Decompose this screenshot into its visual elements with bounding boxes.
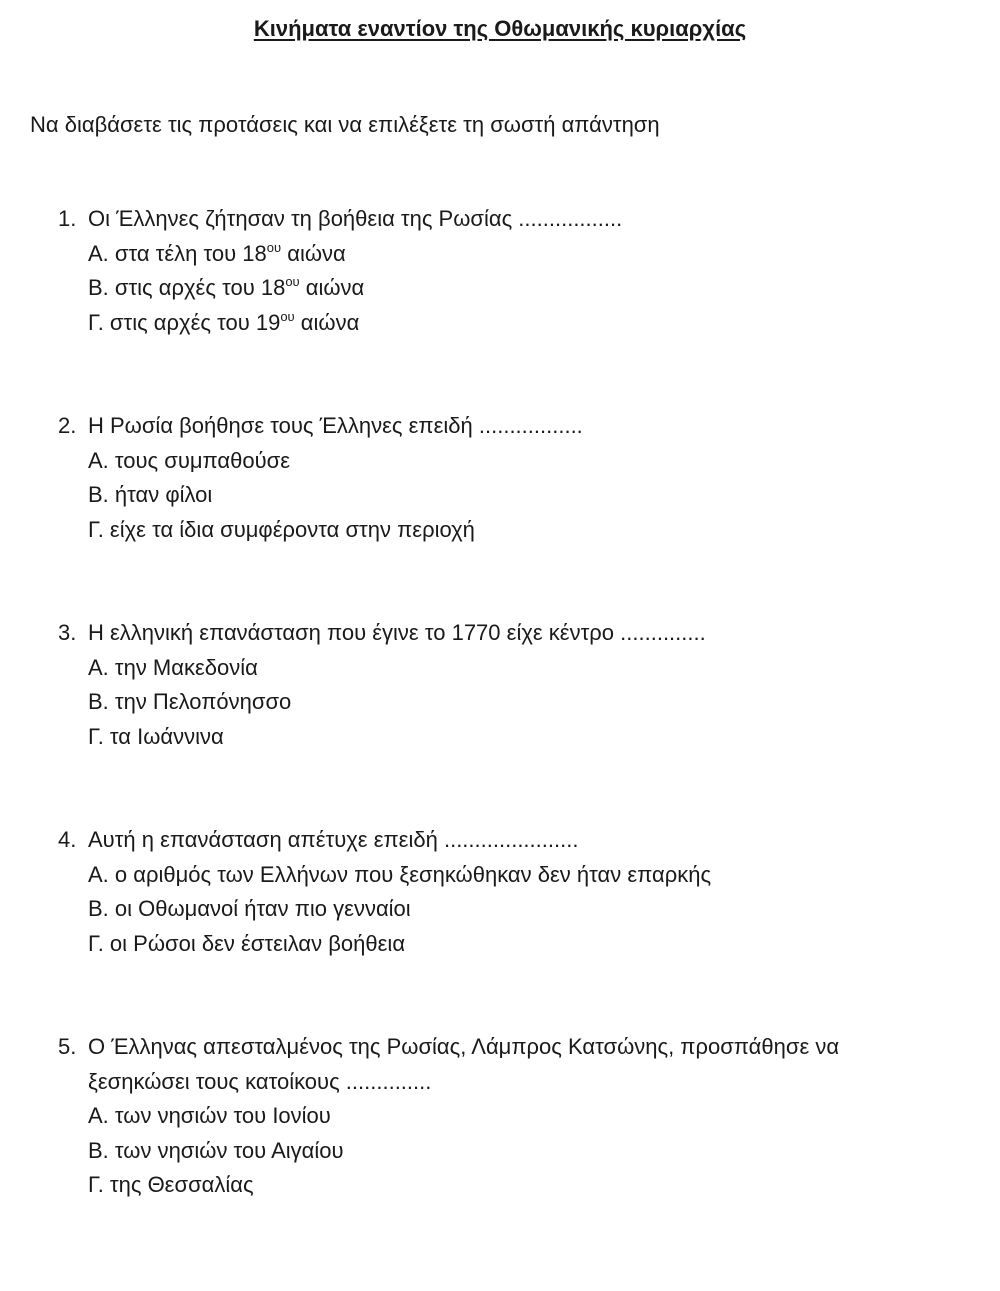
question-text: Αυτή η επανάσταση απέτυχε επειδή ...................... <box>88 827 579 852</box>
question-list <box>0 202 1000 1272</box>
instruction-text: Να διαβάσετε τις προτάσεις και να επιλέξετε τη σωστή απάντηση <box>30 112 660 137</box>
question-number: 3. <box>58 620 77 645</box>
question-number: 2. <box>58 413 77 438</box>
answer-option-b[interactable]: Β. την Πελοπόνησσο <box>88 689 292 714</box>
question-1 <box>0 202 1000 340</box>
question-number: 1. <box>58 206 77 231</box>
answer-option-b[interactable]: Β. ήταν φίλοι <box>88 482 213 507</box>
answer-option-c[interactable]: Γ. στις αρχές του $19^{o\upsilon}$ αιώνα <box>88 308 360 335</box>
answer-option-c[interactable]: Γ. είχε τα ίδια συμφέροντα στην περιοχή <box>88 516 475 542</box>
answer-option-b[interactable]: Β. στις αρχές του $18^{o\upsilon}$ αιώνα <box>88 274 365 300</box>
question-text: Ο Έλληνας απεσταλμένος της Ρωσίας, Λάμπρος Κατσώνης, προσπάθησε να ξεσηκώσει τους κατοίκους .............. <box>88 1034 840 1094</box>
answer-option-a[interactable]: Α. τους συμπαθούσε <box>88 447 291 473</box>
question-4 <box>0 823 1000 961</box>
question-text: Η ελληνική επανάσταση που έγινε το 1770 είχε κέντρο .............. <box>88 620 706 645</box>
question-number: 5. <box>58 1034 77 1059</box>
answer-option-b[interactable]: Β. των νησιών του Αιγαίου <box>88 1137 344 1163</box>
question-text: Η Ρωσία βοήθησε τους Έλληνες επειδή ................. <box>88 413 583 438</box>
answer-option-a[interactable]: Α. των νησιών του Ιονίου <box>88 1103 331 1128</box>
answer-option-a[interactable]: Α. την Μακεδονία <box>88 654 258 680</box>
question-number: 4. <box>58 827 77 852</box>
question-2 <box>0 409 1000 547</box>
worksheet-title: Κινήματα εναντίον της Οθωμανικής κυριαρχίας <box>253 16 747 41</box>
question-3 <box>0 616 1000 754</box>
answer-option-c[interactable]: Γ. της Θεσσαλίας <box>88 1172 254 1197</box>
question-5 <box>0 1030 1000 1203</box>
answer-option-c[interactable]: Γ. οι Ρώσοι δεν έστειλαν βοήθεια <box>88 930 406 956</box>
answer-option-a[interactable]: Α. στα τέλη του $18^{o\upsilon}$ αιώνα <box>88 239 346 266</box>
answer-option-b[interactable]: Β. οι Οθωμανοί ήταν πιο γενναίοι <box>88 896 411 921</box>
question-text: Οι Έλληνες ζήτησαν τη βοήθεια της Ρωσίας ................. <box>88 206 623 231</box>
answer-option-c[interactable]: Γ. τα Ιωάννινα <box>88 723 224 749</box>
answer-option-a[interactable]: Α. ο αριθμός των Ελλήνων που ξεσηκώθηκαν δεν ήταν επαρκής <box>88 861 712 887</box>
